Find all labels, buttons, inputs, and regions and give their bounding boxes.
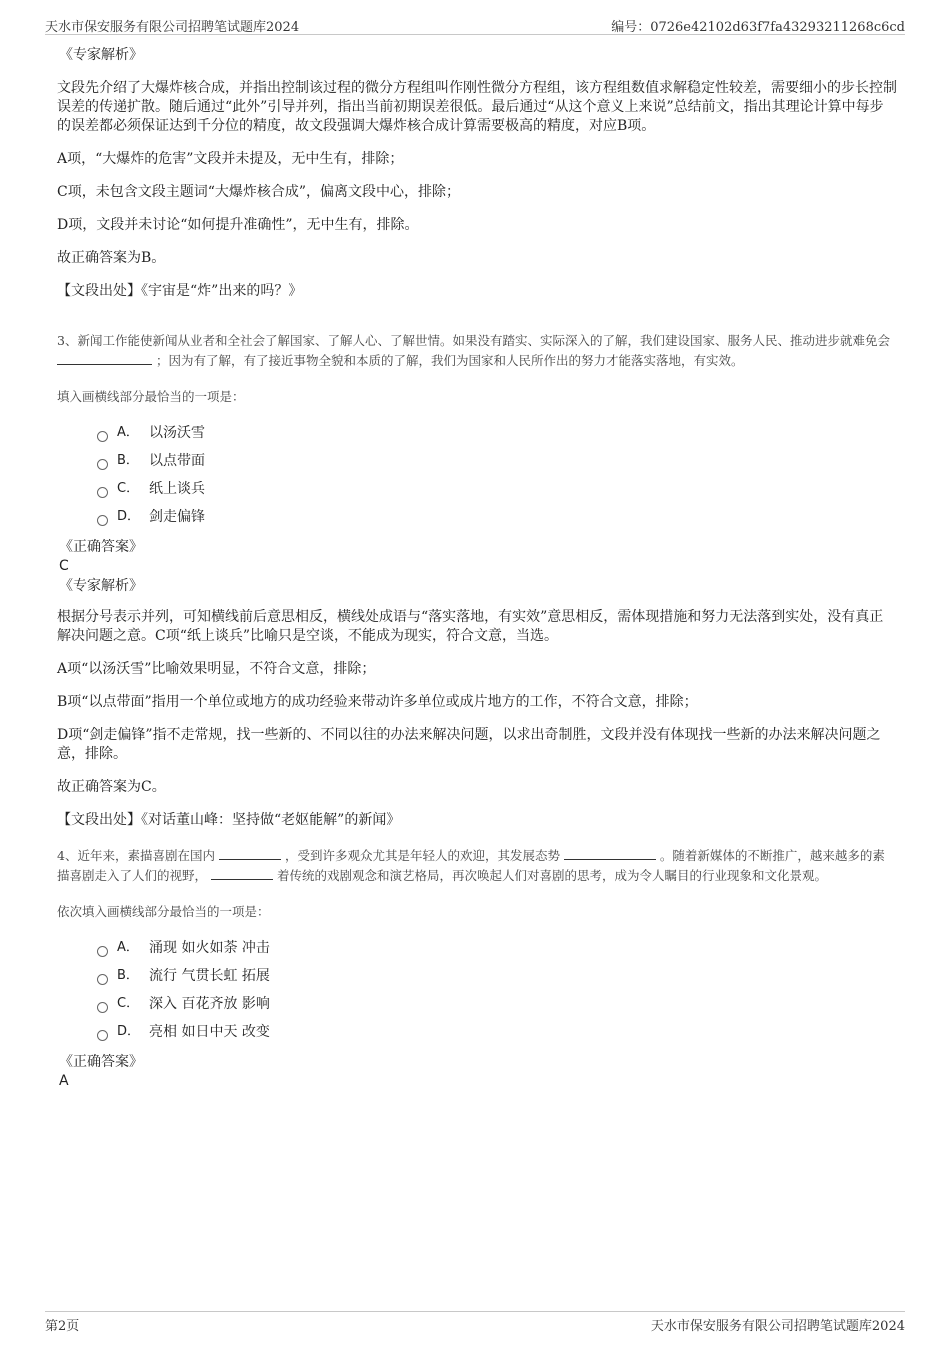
radio-icon[interactable]	[97, 459, 108, 470]
page-number: 第2页	[45, 1319, 80, 1334]
page-footer	[45, 1311, 905, 1334]
q3-stem-text: ；因为有了解，有了接近事物全貌和本质的了解，我们为国家和人民所作出的努力才能落实落地，有实效。	[155, 353, 744, 368]
q3-analysis-paragraph: B项“以点带面”指用一个单位或地方的成功经验来带动许多单位或成片地方的工作，不符合文意，排除；	[57, 694, 698, 710]
q4-options	[97, 934, 897, 1046]
q3-options	[97, 419, 897, 531]
q4-prompt: 依次填入画横线部分最恰当的一项是：	[57, 904, 270, 919]
radio-icon[interactable]	[97, 431, 108, 442]
option-letter: A．	[117, 940, 139, 955]
option-text: 涌现 如火如荼 冲击	[149, 940, 270, 956]
q3-stem	[57, 331, 897, 371]
option-text: 流行 气贯长虹 拓展	[149, 968, 270, 984]
q3-option-d[interactable]	[97, 503, 897, 531]
option-letter: C．	[117, 481, 140, 496]
radio-icon[interactable]	[97, 1030, 108, 1041]
q2-analysis-paragraph: 文段先介绍了大爆炸核合成，并指出控制该过程的微分方程组叫作刚性微分方程组，该方程组数值求解稳定性较差，需要细小的步长控制误差的传递扩散。随后通过“此外”引导并列，指出当前初期误差很低。最后通过“从这个意义上来说”总结前文，指出其理论计算中每步的误差都必须保证达到千分位的精度，故文段强调大爆炸核合成计算需要极高的精度，对应B项。	[57, 80, 897, 134]
radio-icon[interactable]	[97, 487, 108, 498]
q2-analysis-paragraph: C项，未包含文段主题词“大爆炸核合成”，偏离文段中心，排除；	[57, 184, 461, 200]
option-letter: B．	[117, 453, 139, 468]
q3-prompt: 填入画横线部分最恰当的一项是：	[57, 389, 245, 404]
option-text: 以点带面	[149, 453, 205, 469]
option-text: 亮相 如日中天 改变	[149, 1024, 270, 1040]
q4-stem-text: 。随着新媒体的不断推广，越来越多的素描喜剧走入了人们的视野，	[57, 848, 885, 883]
q3-stem-text: 3、新闻工作能使新闻从业者和全社会了解国家、了解人心、了解世情。如果没有踏实、实际深入的了解，我们建设国家、服务人民、推动进步就难免会	[57, 333, 890, 348]
q3-analysis-paragraph: D项“剑走偏锋”指不走常规，找一些新的、不同以往的办法来解决问题，以求出奇制胜，文段并没有体现找一些新的办法来解决问题之意，排除。	[57, 727, 881, 762]
q2-analysis-paragraph: 故正确答案为B。	[57, 250, 166, 266]
q2-analysis-paragraph: A项，“大爆炸的危害”文段并未提及，无中生有，排除；	[57, 151, 404, 167]
q4-blank-3	[211, 867, 273, 880]
option-letter: B．	[117, 968, 139, 983]
header-serial-number: 编号：0726e42102d63f7fa43293211268c6cd	[611, 20, 905, 35]
radio-icon[interactable]	[97, 974, 108, 985]
q4-stem-text: 4、近年来，素描喜剧在国内	[57, 848, 215, 863]
q4-stem-text: 着传统的戏剧观念和演艺格局，再次唤起人们对喜剧的思考，成为令人瞩目的行业现象和文化景观。	[276, 868, 827, 883]
q4-option-a[interactable]	[97, 934, 897, 962]
radio-icon[interactable]	[97, 515, 108, 526]
q2-analysis-label: 《专家解析》	[59, 47, 143, 63]
q3-answer: C	[59, 558, 69, 574]
q4-blank-2	[564, 847, 656, 860]
q4-stem-text: ，受到许多观众尤其是年轻人的欢迎，其发展态势	[284, 848, 560, 863]
footer-title: 天水市保安服务有限公司招聘笔试题库2024	[650, 1319, 905, 1334]
q2-source: 【文段出处】《宇宙是“炸”出来的吗？》	[57, 283, 303, 299]
q4-answer: A	[59, 1073, 69, 1089]
q2-analysis-paragraph: D项，文段并未讨论“如何提升准确性”，无中生有，排除。	[57, 217, 419, 233]
option-text: 剑走偏锋	[149, 509, 205, 525]
q3-analysis-paragraph: 故正确答案为C。	[57, 779, 166, 795]
radio-icon[interactable]	[97, 946, 108, 957]
q3-blank	[57, 352, 152, 365]
q4-stem	[57, 846, 897, 886]
q4-option-b[interactable]	[97, 962, 897, 990]
q4-blank-1	[219, 847, 281, 860]
page-header	[45, 14, 905, 35]
option-text: 深入 百花齐放 影响	[149, 996, 270, 1012]
q3-source: 【文段出处】《对话董山峰：坚持做“老妪能解”的新闻》	[57, 812, 401, 828]
option-letter: D．	[117, 1024, 141, 1039]
q4-option-d[interactable]	[97, 1018, 897, 1046]
option-letter: A．	[117, 425, 139, 440]
q3-option-a[interactable]	[97, 419, 897, 447]
option-letter: C．	[117, 996, 140, 1011]
q3-analysis-paragraph: 根据分号表示并列，可知横线前后意思相反，横线处成语与“落实落地，有实效”意思相反，需体现措施和努力无法落到实处，没有真正解决问题之意。C项“纸上谈兵”比喻只是空谈，不能成为现实，符合文意，当选。	[57, 609, 884, 644]
q4-option-c[interactable]	[97, 990, 897, 1018]
q3-analysis-paragraph: A项“以汤沃雪”比喻效果明显，不符合文意，排除；	[57, 661, 376, 677]
q3-analysis-label: 《专家解析》	[59, 578, 143, 594]
radio-icon[interactable]	[97, 1002, 108, 1013]
option-text: 以汤沃雪	[149, 425, 205, 441]
q3-option-c[interactable]	[97, 475, 897, 503]
header-title: 天水市保安服务有限公司招聘笔试题库2024	[45, 20, 300, 35]
page-content	[57, 45, 897, 1091]
option-letter: D．	[117, 509, 141, 524]
q3-option-b[interactable]	[97, 447, 897, 475]
q3-answer-label: 《正确答案》	[59, 539, 143, 555]
option-text: 纸上谈兵	[149, 481, 205, 497]
q4-answer-label: 《正确答案》	[59, 1054, 143, 1070]
